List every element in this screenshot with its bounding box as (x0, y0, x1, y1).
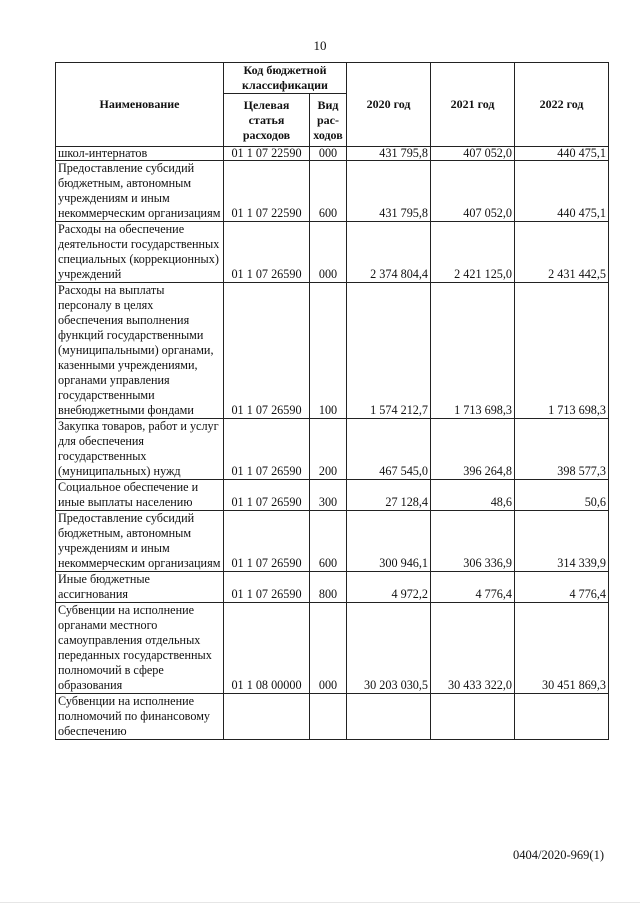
row-vid: 000 (310, 603, 347, 694)
row-name: Закупка товаров, работ и услуг для обеспечения государственных (муниципальных) нужд (56, 419, 224, 480)
row-2021: 306 336,9 (431, 511, 515, 572)
page-edge-divider (0, 902, 640, 903)
row-2020: 30 203 030,5 (347, 603, 431, 694)
row-vid: 300 (310, 480, 347, 511)
row-2021: 1 713 698,3 (431, 283, 515, 419)
row-name: Социальное обеспечение и иные выплаты населению (56, 480, 224, 511)
row-name: школ-интернатов (56, 147, 224, 161)
row-name: Предоставление субсидий бюджетным, автономным учреждениям и иным некоммерческим организациям (56, 161, 224, 222)
row-name: Иные бюджетные ассигнования (56, 572, 224, 603)
row-name: Субвенции на исполнение полномочий по финансовому обеспечению (56, 694, 224, 740)
row-2022: 314 339,9 (515, 511, 609, 572)
row-vid: 100 (310, 283, 347, 419)
row-2022: 2 431 442,5 (515, 222, 609, 283)
row-2020: 431 795,8 (347, 147, 431, 161)
row-2022: 1 713 698,3 (515, 283, 609, 419)
row-2020: 1 574 212,7 (347, 283, 431, 419)
table-row (56, 694, 609, 740)
page-number: 10 (313, 38, 327, 53)
budget-table (55, 62, 609, 740)
row-name: Расходы на обеспечение деятельности государственных специальных (коррекционных) учреждений (56, 222, 224, 283)
row-2021: 396 264,8 (431, 419, 515, 480)
header-2021: 2021 год (431, 63, 515, 147)
row-vid: 200 (310, 419, 347, 480)
header-name: Наименование (56, 63, 224, 147)
row-code: 01 1 07 26590 (224, 222, 310, 283)
header-target-article: Целевая статья расходов (224, 94, 310, 147)
row-2020: 431 795,8 (347, 161, 431, 222)
row-2022: 4 776,4 (515, 572, 609, 603)
row-2021: 48,6 (431, 480, 515, 511)
row-2022: 50,6 (515, 480, 609, 511)
row-2021: 30 433 322,0 (431, 603, 515, 694)
row-2021: 407 052,0 (431, 147, 515, 161)
row-vid: 800 (310, 572, 347, 603)
row-2020: 300 946,1 (347, 511, 431, 572)
table-row (56, 222, 609, 283)
header-expense-type: Вид рас-ходов (310, 94, 347, 147)
row-2020: 467 545,0 (347, 419, 431, 480)
table-row (56, 511, 609, 572)
row-2021 (431, 694, 515, 740)
table-row (56, 283, 609, 419)
row-2022 (515, 694, 609, 740)
header-2020: 2020 год (347, 63, 431, 147)
row-2022: 440 475,1 (515, 161, 609, 222)
row-code: 01 1 07 26590 (224, 480, 310, 511)
row-vid (310, 694, 347, 740)
table-row (56, 161, 609, 222)
row-code: 01 1 07 26590 (224, 283, 310, 419)
row-2020: 2 374 804,4 (347, 222, 431, 283)
row-name: Расходы на выплаты персоналу в целях обеспечения выполнения функций государственными (муниципальными) органами, казенными учреждениями, органами управления государственными внебюджетными фондами (56, 283, 224, 419)
row-vid: 000 (310, 147, 347, 161)
row-code: 01 1 07 26590 (224, 572, 310, 603)
row-code: 01 1 07 26590 (224, 419, 310, 480)
row-2020 (347, 694, 431, 740)
table-row (56, 480, 609, 511)
table-row (56, 147, 609, 161)
row-2022: 30 451 869,3 (515, 603, 609, 694)
row-2021: 407 052,0 (431, 161, 515, 222)
row-code: 01 1 07 22590 (224, 161, 310, 222)
row-2022: 440 475,1 (515, 147, 609, 161)
header-code-group: Код бюджетной классификации (224, 63, 347, 94)
header-2022: 2022 год (515, 63, 609, 147)
row-code: 01 1 07 26590 (224, 511, 310, 572)
row-code: 01 1 07 22590 (224, 147, 310, 161)
row-2020: 27 128,4 (347, 480, 431, 511)
row-vid: 000 (310, 222, 347, 283)
row-name: Субвенции на исполнение органами местного самоуправления отдельных переданных государственных полномочий в сфере образования (56, 603, 224, 694)
table-row (56, 419, 609, 480)
row-vid: 600 (310, 511, 347, 572)
row-vid: 600 (310, 161, 347, 222)
table-row (56, 572, 609, 603)
row-name: Предоставление субсидий бюджетным, автономным учреждениям и иным некоммерческим организациям (56, 511, 224, 572)
row-2021: 4 776,4 (431, 572, 515, 603)
document-code: 0404/2020-969(1) (513, 848, 604, 862)
row-2020: 4 972,2 (347, 572, 431, 603)
row-2022: 398 577,3 (515, 419, 609, 480)
table-row (56, 603, 609, 694)
row-2021: 2 421 125,0 (431, 222, 515, 283)
row-code: 01 1 08 00000 (224, 603, 310, 694)
row-code (224, 694, 310, 740)
